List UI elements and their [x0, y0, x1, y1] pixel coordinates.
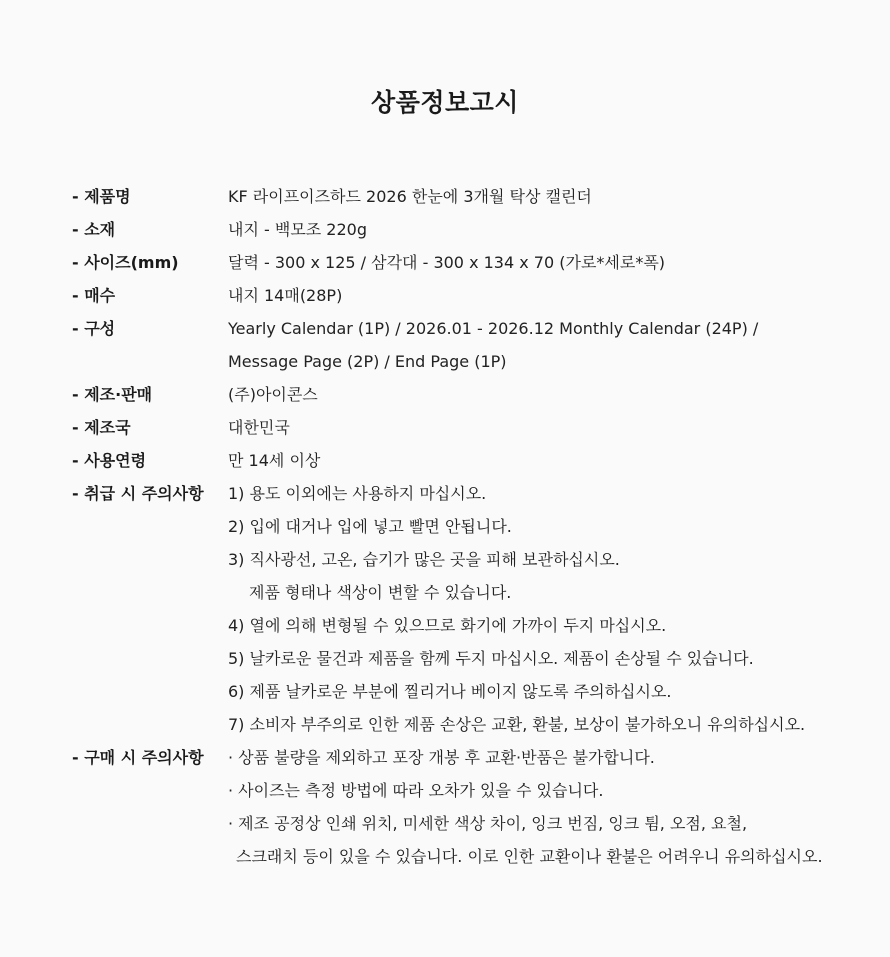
- caution-item: 6) 제품 날카로운 부분에 찔리거나 베이지 않도록 주의하십시오.: [228, 682, 672, 701]
- caution-item: 7) 소비자 부주의로 인한 제품 손상은 교환, 환불, 보상이 불가하오니 유의하십시오.: [228, 715, 806, 734]
- row-label: - 구매 시 주의사항: [72, 748, 204, 767]
- value-line: 대한민국: [228, 418, 290, 437]
- row-value: [228, 444, 872, 477]
- caution-item: 4) 열에 의해 변형될 수 있으므로 화기에 가까이 두지 마십시오.: [228, 616, 667, 635]
- row-label: - 구성: [72, 319, 116, 338]
- value-line: (주)아이콘스: [228, 385, 318, 404]
- row-value: [228, 279, 872, 312]
- caution-item: · 상품 불량을 제외하고 포장 개봉 후 교환·반품은 불가합니다.: [228, 748, 655, 767]
- row-value: [228, 741, 872, 873]
- info-row-age: [72, 444, 872, 477]
- caution-item: 2) 입에 대거나 입에 넣고 빨면 안됩니다.: [228, 517, 512, 536]
- value-line: 내지 14매(28P): [228, 286, 343, 305]
- value-line: 달력 - 300 x 125 / 삼각대 - 300 x 134 x 70 (가로*세로*폭): [228, 253, 666, 272]
- value-line: 내지 - 백모조 220g: [228, 220, 368, 239]
- value-line: KF 라이프이즈하드 2026 한눈에 3개월 탁상 캘린더: [228, 187, 592, 206]
- row-label: - 취급 시 주의사항: [72, 484, 204, 503]
- value-line: Message Page (2P) / End Page (1P): [228, 352, 507, 371]
- row-label: - 매수: [72, 286, 116, 305]
- row-value: [228, 312, 872, 378]
- info-row-country: [72, 411, 872, 444]
- row-label: - 제품명: [72, 187, 131, 206]
- row-label: - 사용연령: [72, 451, 147, 470]
- row-label: - 소재: [72, 220, 116, 239]
- caution-item: 5) 날카로운 물건과 제품을 함께 두지 마십시오. 제품이 손상될 수 있습니다.: [228, 649, 754, 668]
- row-label: - 제조·판매: [72, 385, 153, 404]
- info-row-purchase-cautions: [72, 741, 872, 873]
- value-line: 만 14세 이상: [228, 451, 321, 470]
- row-label: - 사이즈(mm): [72, 253, 179, 272]
- row-value: [228, 246, 872, 279]
- info-row-size: [72, 246, 872, 279]
- info-row-handling-cautions: [72, 477, 872, 741]
- value-line: Yearly Calendar (1P) / 2026.01 - 2026.12 Monthly Calendar (24P) /: [228, 319, 759, 338]
- info-row-composition: [72, 312, 872, 378]
- caution-item: 3) 직사광선, 고온, 습기가 많은 곳을 피해 보관하십시오.: [228, 550, 620, 569]
- caution-item: · 사이즈는 측정 방법에 따라 오차가 있을 수 있습니다.: [228, 781, 604, 800]
- info-row-page-count: [72, 279, 872, 312]
- row-value: [228, 477, 872, 741]
- row-value: [228, 213, 872, 246]
- row-value: [228, 180, 872, 213]
- page-title: 상품정보고시: [371, 88, 519, 117]
- info-row-manufacturer: [72, 378, 872, 411]
- info-row-product-name: [72, 180, 872, 213]
- caution-item-continued: 스크래치 등이 있을 수 있습니다. 이로 인한 교환이나 환불은 어려우니 유의하십시오.: [236, 847, 823, 866]
- caution-item: 1) 용도 이외에는 사용하지 마십시오.: [228, 484, 487, 503]
- row-value: [228, 411, 872, 444]
- info-table: [72, 180, 872, 873]
- caution-item: · 제조 공정상 인쇄 위치, 미세한 색상 차이, 잉크 번짐, 잉크 튐, 오점, 요철,: [228, 814, 748, 833]
- row-label: - 제조국: [72, 418, 131, 437]
- info-row-material: [72, 213, 872, 246]
- row-value: [228, 378, 872, 411]
- caution-item-continued: 제품 형태나 색상이 변할 수 있습니다.: [249, 583, 512, 602]
